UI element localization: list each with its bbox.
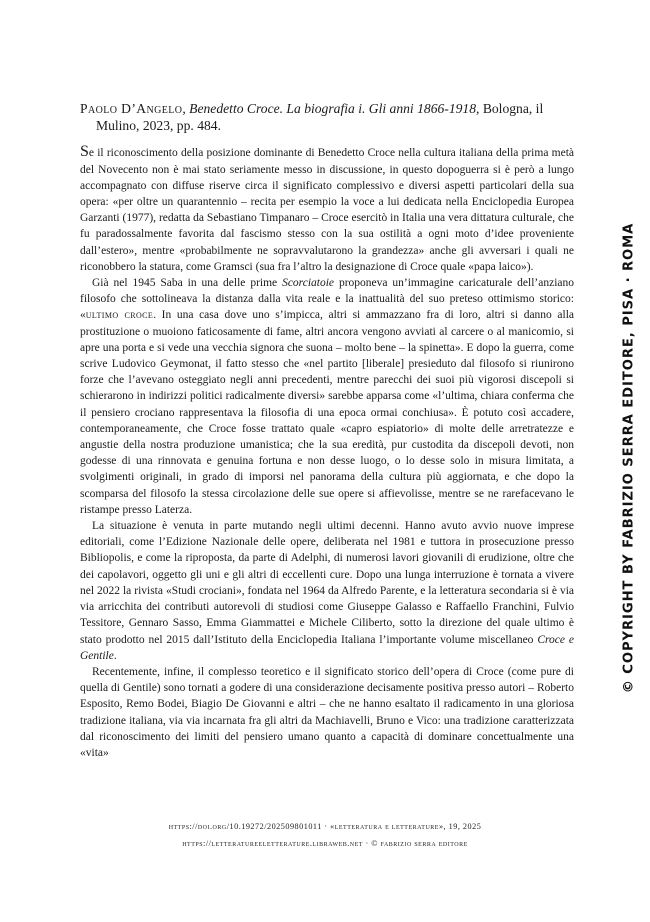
citation-title: Benedetto Croce. La biografia — [189, 101, 355, 116]
paragraph-1 — [80, 144, 574, 275]
citation-publication: , Bologna, il Mulino, 2023, pp. 484. — [96, 101, 544, 134]
paragraph-text: Recentemente, infine, il complesso teoretico e il significato storico dell’opera di Croce (come pure di quella di Gentile) sono tornati a godere di una considerazione decisamente positiva presso autori – Roberto Esposito, Remo Bodei, Biagio De Giovanni e altri – che ne hanno esaltato il radicamento in una gloriosa tradizione italiana, via via incarnata fra gli altri da Machiavelli, Bruno e Vico: una tradizione caratterizzata dal riconoscimento dei limiti del pensiero umano quanto a capacità di dominare concettualmente una «vita» — [80, 665, 574, 759]
paragraph-text: . — [113, 649, 117, 662]
paragraph-text: Già nel 1945 Saba in una delle prime — [92, 277, 283, 290]
paragraph-3 — [80, 518, 574, 664]
footer-doi-line: https://doi.org/10.19272/202509801011 · «letteratura e letterature», 19, 2025 — [168, 822, 482, 831]
citation-volume: i. Gli anni 1866-1918 — [358, 101, 477, 116]
book-citation — [80, 100, 574, 134]
work-title: Croce e Gentile — [80, 633, 574, 662]
paragraph-text: . In una casa dove uno s’impicca, altri si ammazzano fra di loro, altri si danno alla prostituzione o muoiono faticosamente di fame, altri ancora vengono avviati al carcere o al manicomio, si apre una porta e si vede una vecchia signora che suona – molto bene – la spinetta». E dopo la guerra, come scrive Ludovico Geymonat, il fatto stesso che «nel partito [liberale] presieduto dal filosofo si riunirono forze che l’avevano osteggiato negli anni precedenti, mentre parecchi dei suoi più vigorosi discepoli si schierarono in indirizzi politici radicalmente diversi» sarebbe apparsa come «l’ultima, chiara conferma che il pensiero crociano rappresentava la filosofia di una epoca ormai conchiusa». È potuto così accadere, contemporaneamente, che Croce fosse trattato quale «capro espiatorio» di molte delle arretratezze e angustie della nostra produzione umanistica; che la sua eredità, pur custodita da discepoli devoti, non godesse di una rinnovata e genuina fortuna e non desse luogo, o lo desse solo in misura limitata, a svolgimenti originali, in grado di imporsi nel panorama della cultura più aggiornata, e che dopo la scomparsa del filosofo la stessa circolazione delle sue opere si affievolisse, mentre se ne rarefacevano le ristampe presso Laterza. — [80, 309, 574, 516]
initial-letter: S — [80, 143, 89, 161]
paragraph-2 — [80, 275, 574, 518]
paragraph-4 — [80, 664, 574, 761]
citation-separator: , — [182, 101, 190, 116]
work-title: Scorciatoie — [282, 277, 335, 290]
citation-author: Paolo D’Angelo — [80, 101, 183, 116]
side-copyright-notice: © COPYRIGHT BY FABRIZIO SERRA EDITORE, PISA · ROMA — [621, 222, 637, 694]
paragraph-text: e il riconoscimento della posizione dominante di Benedetto Croce nella cultura italiana della prima metà del Novecento non è mai stato seriamente messo in discussione, in questo dopoguerra si è però a lungo accompagnato con diffuse riserve circa il significato complessivo e diversi aspetti particolari della sua opera: «per oltre un quarantennio – recita per esempio la voce a lui dedicata nella Enciclopedia Europea Garzanti (1977), redatta da Sebastiano Timpanaro – Croce esercitò in Italia una vera dittatura culturale, che fu paradossalmente favorita dal fascismo stesso con la sua ostilità a ogni moto d’idee proveniente dall’estero», mentre «probabilmente ne sopravvalutarono la grandezza» anche gli avversari i quali ne riconobbero la statura, come Gramsci (sua fra l’altro la designazione di Croce quale «papa laico»). — [80, 147, 574, 273]
paragraph-text: proponeva un’immagine caricaturale dell’anziano filosofo che sottolineava la distanza dalla vita reale e la inattualità del suo preteso ottimismo storico: « — [80, 277, 575, 322]
footer-publisher-line: https://letteratureeletterature.libraweb.net · © fabrizio serra editore — [182, 839, 468, 848]
quoted-heading: ultimo croce — [85, 309, 154, 322]
review-body — [80, 144, 574, 761]
review-page — [80, 100, 574, 761]
paragraph-text: La situazione è venuta in parte mutando negli ultimi decenni. Hanno avuto avvio nuove imprese editoriali, come l’Edizione Nazionale delle opere, deliberata nel 1981 e tuttora in prosecuzione presso Bibliopolis, e come la riproposta, da parte di Adelphi, di numerosi lavori giovanili di erudizione, oltre che dei capolavori, oggetto gli uni e gli altri di eccellenti cure. Dopo una lunga interruzione è tornata a vivere nel 2022 la rivista «Studi crociani», fondata nel 1964 da Alfredo Parente, e la letteratura secondaria si è via via arricchita dei contributi autorevoli di studiosi come Giuseppe Galasso e Raffaello Franchini, Fulvio Tessitore, Gennaro Sasso, Emma Giammattei e Michele Ciliberto, sotto la direzione del quale ultimo è stato prodotto nel 2015 dall’Istituto della Enciclopedia Italiana l’importante volume miscellaneo — [80, 520, 574, 646]
